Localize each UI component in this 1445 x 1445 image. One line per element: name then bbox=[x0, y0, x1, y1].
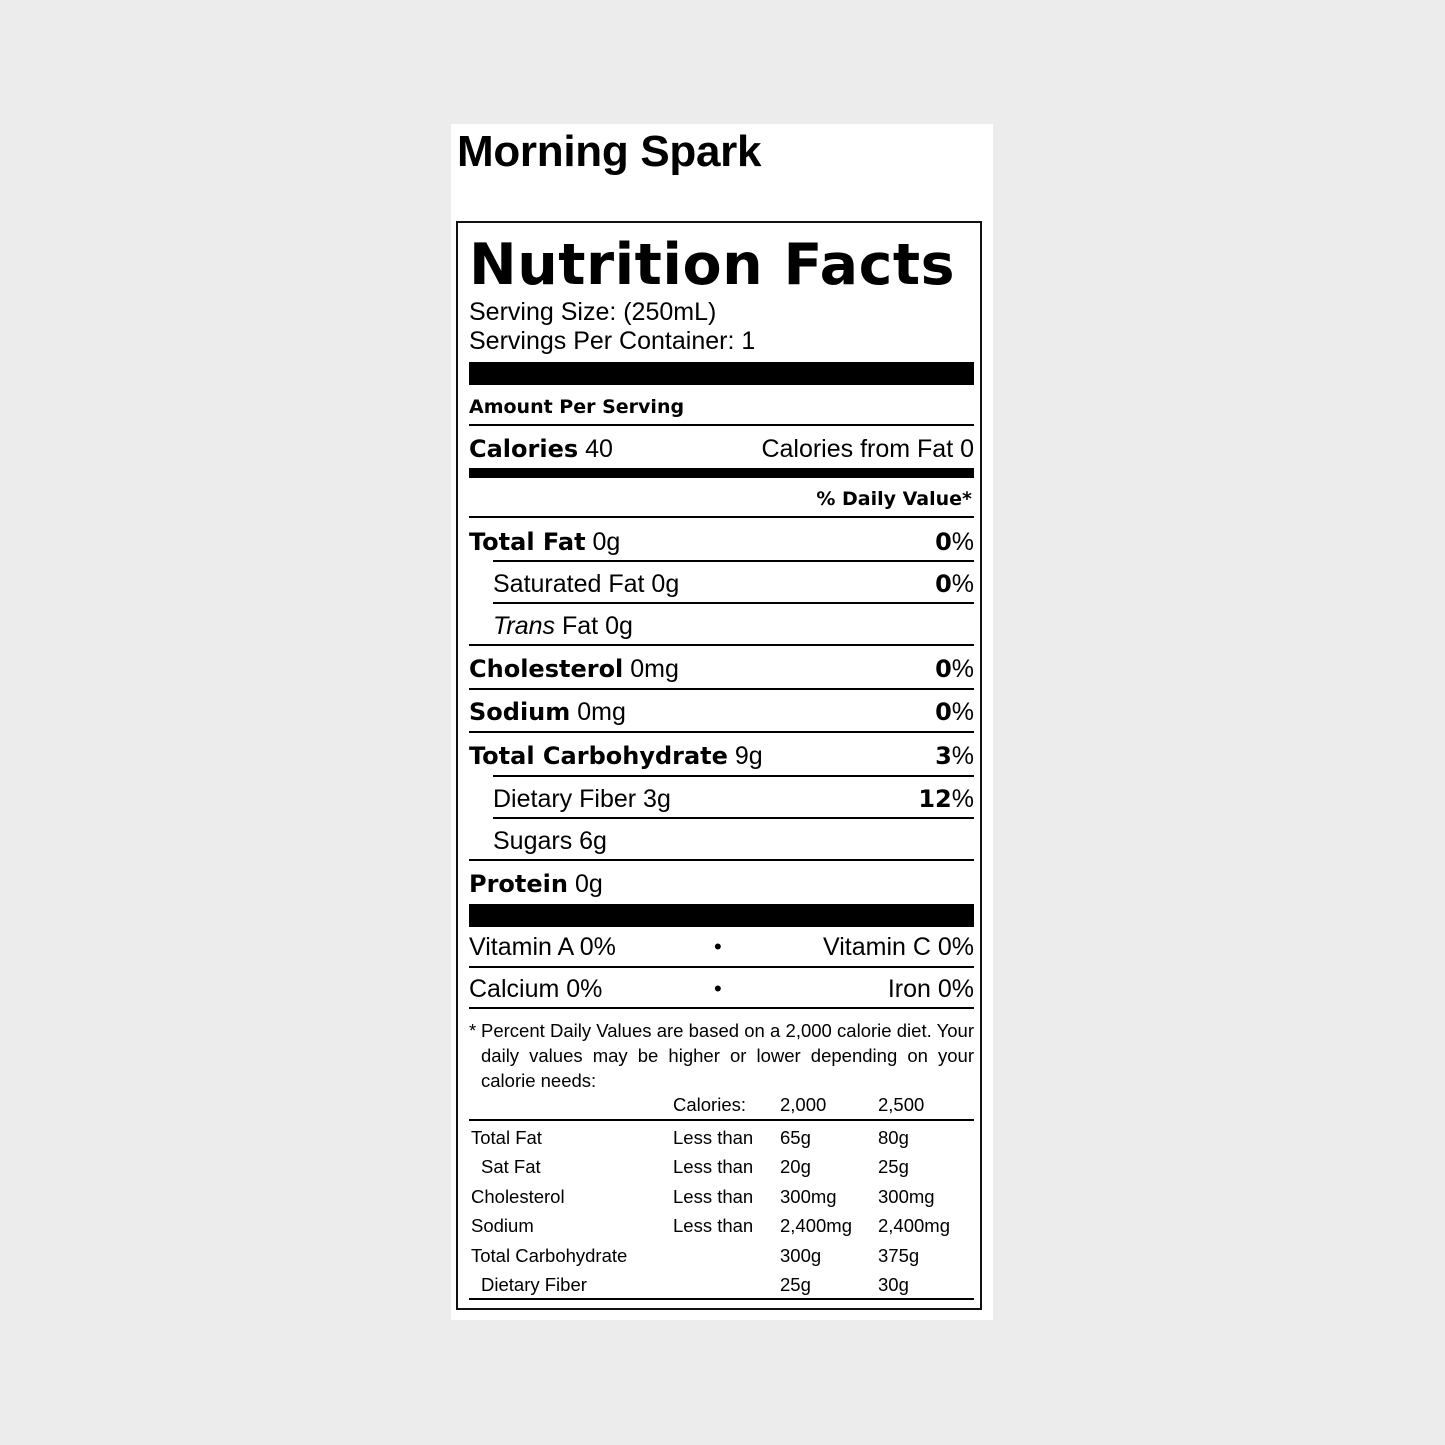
dv-qualifier: Less than bbox=[673, 1186, 754, 1207]
nutrient-pct: 12 bbox=[918, 785, 952, 813]
servings-per-container: Servings Per Container: 1 bbox=[469, 327, 756, 355]
pct-sign: % bbox=[951, 742, 974, 770]
nutrient-name: Fat 0g bbox=[555, 612, 633, 640]
dv-table-row bbox=[469, 1274, 974, 1296]
divider bbox=[469, 516, 974, 518]
nutrient-amount: 0mg bbox=[630, 655, 679, 683]
dv-nutrient: Total Fat bbox=[471, 1127, 542, 1148]
dv-header-2000: 2,000 bbox=[780, 1094, 827, 1115]
divider bbox=[469, 859, 974, 861]
dv-table-row bbox=[469, 1215, 974, 1237]
dv-qualifier: Less than bbox=[673, 1215, 754, 1236]
nutrient-name: Cholesterol bbox=[469, 655, 624, 683]
divider bbox=[469, 731, 974, 733]
dv-nutrient: Sodium bbox=[471, 1215, 534, 1236]
dv-value-2000: 25g bbox=[780, 1274, 811, 1295]
bullet-separator: • bbox=[714, 934, 722, 959]
dv-nutrient: Sat Fat bbox=[481, 1156, 541, 1177]
footnote-star: * bbox=[469, 1020, 477, 1041]
nutrient-row-saturated-fat bbox=[469, 569, 974, 599]
divider bbox=[469, 644, 974, 646]
daily-value-header: % Daily Value* bbox=[816, 488, 972, 510]
nutrient-row-protein bbox=[469, 869, 974, 899]
nutrient-name-italic: Trans bbox=[493, 612, 556, 640]
nutrient-amount: 0mg bbox=[577, 698, 626, 726]
dv-table-row bbox=[469, 1127, 974, 1149]
vitamin-a: Vitamin A 0% bbox=[469, 933, 616, 961]
dv-value-2000: 20g bbox=[780, 1156, 811, 1177]
dv-table-row bbox=[469, 1245, 974, 1267]
medium-divider bbox=[469, 468, 974, 478]
thick-divider bbox=[469, 362, 974, 385]
calories-label: Calories bbox=[469, 435, 579, 463]
amount-per-serving: Amount Per Serving bbox=[469, 396, 685, 418]
calcium: Calcium 0% bbox=[469, 975, 603, 1003]
nutrient-name: Total Fat bbox=[469, 528, 586, 556]
nutrient-pct: 3 bbox=[935, 742, 952, 770]
serving-size: Serving Size: (250mL) bbox=[469, 298, 717, 326]
nutrient-pct: 0 bbox=[935, 528, 952, 556]
dv-value-2500: 25g bbox=[878, 1156, 909, 1177]
nutrition-facts-title: Nutrition Facts bbox=[469, 232, 956, 298]
dv-table-header bbox=[469, 1094, 974, 1116]
dv-nutrient: Cholesterol bbox=[471, 1186, 565, 1207]
dv-value-2500: 300mg bbox=[878, 1186, 935, 1207]
thick-divider bbox=[469, 904, 974, 927]
nutrient-row-total-carbohydrate bbox=[469, 741, 974, 771]
dv-value-2000: 300mg bbox=[780, 1186, 837, 1207]
dv-value-2000: 300g bbox=[780, 1245, 822, 1266]
calories-value: 40 bbox=[585, 435, 613, 463]
nutrient-pct: 0 bbox=[935, 655, 952, 683]
nutrient-amount: 9g bbox=[734, 742, 763, 770]
nutrient-pct: 0 bbox=[935, 698, 952, 726]
nutrient-name: Total Carbohydrate bbox=[469, 742, 728, 770]
nutrient-name: Sodium bbox=[469, 698, 571, 726]
divider bbox=[469, 966, 974, 968]
pct-sign: % bbox=[951, 528, 974, 556]
divider bbox=[493, 775, 974, 777]
product-title: Morning Spark bbox=[457, 127, 762, 176]
nutrient-pct: 0 bbox=[935, 570, 952, 598]
vitamins-row-2 bbox=[469, 974, 974, 1004]
dv-value-2000: 2,400mg bbox=[780, 1215, 852, 1236]
dv-value-2500: 375g bbox=[878, 1245, 920, 1266]
footnote bbox=[469, 1018, 974, 1093]
nutrient-name: Protein bbox=[469, 870, 568, 898]
nutrient-row-dietary-fiber bbox=[469, 784, 974, 814]
nutrient-row-cholesterol bbox=[469, 654, 974, 684]
divider bbox=[493, 560, 974, 562]
nutrient-amount: 0g bbox=[592, 528, 621, 556]
dv-value-2000: 65g bbox=[780, 1127, 811, 1148]
divider bbox=[493, 817, 974, 819]
calories-row bbox=[469, 434, 974, 464]
nutrient-row-total-fat bbox=[469, 527, 974, 557]
dv-table-row bbox=[469, 1186, 974, 1208]
divider bbox=[469, 1119, 974, 1121]
nutrient-name: Saturated Fat 0g bbox=[493, 570, 680, 598]
divider bbox=[469, 688, 974, 690]
dv-nutrient: Dietary Fiber bbox=[481, 1274, 587, 1295]
vitamin-c: Vitamin C 0% bbox=[823, 933, 974, 961]
dv-table-row bbox=[469, 1156, 974, 1178]
bullet-separator: • bbox=[714, 976, 722, 1001]
pct-sign: % bbox=[951, 785, 974, 813]
product-card bbox=[451, 124, 993, 1320]
nutrition-facts-label bbox=[456, 221, 982, 1310]
iron: Iron 0% bbox=[887, 975, 974, 1003]
dv-qualifier: Less than bbox=[673, 1156, 754, 1177]
divider bbox=[469, 1298, 974, 1300]
divider bbox=[469, 424, 974, 426]
dv-header-calories: Calories: bbox=[673, 1094, 746, 1115]
footnote-text: Percent Daily Values are based on a 2,000 calorie diet. Your daily values may be higher or lower depending on your calorie needs: bbox=[481, 1020, 974, 1091]
dv-qualifier: Less than bbox=[673, 1127, 754, 1148]
dv-value-2500: 80g bbox=[878, 1127, 909, 1148]
nutrient-name: Sugars 6g bbox=[493, 827, 607, 855]
divider bbox=[493, 602, 974, 604]
pct-sign: % bbox=[951, 570, 974, 598]
vitamins-row-1 bbox=[469, 932, 974, 962]
dv-nutrient: Total Carbohydrate bbox=[471, 1245, 628, 1266]
calories-from-fat: Calories from Fat 0 bbox=[761, 435, 974, 463]
nutrient-amount: 0g bbox=[574, 870, 603, 898]
divider bbox=[469, 1007, 974, 1009]
dv-header-2500: 2,500 bbox=[878, 1094, 925, 1115]
dv-value-2500: 2,400mg bbox=[878, 1215, 950, 1236]
nutrient-row-sugars bbox=[469, 826, 974, 856]
pct-sign: % bbox=[951, 698, 974, 726]
pct-sign: % bbox=[951, 655, 974, 683]
nutrient-name: Dietary Fiber 3g bbox=[493, 785, 671, 813]
nutrient-row-sodium bbox=[469, 697, 974, 727]
nutrient-row-trans-fat bbox=[469, 611, 974, 641]
dv-value-2500: 30g bbox=[878, 1274, 909, 1295]
